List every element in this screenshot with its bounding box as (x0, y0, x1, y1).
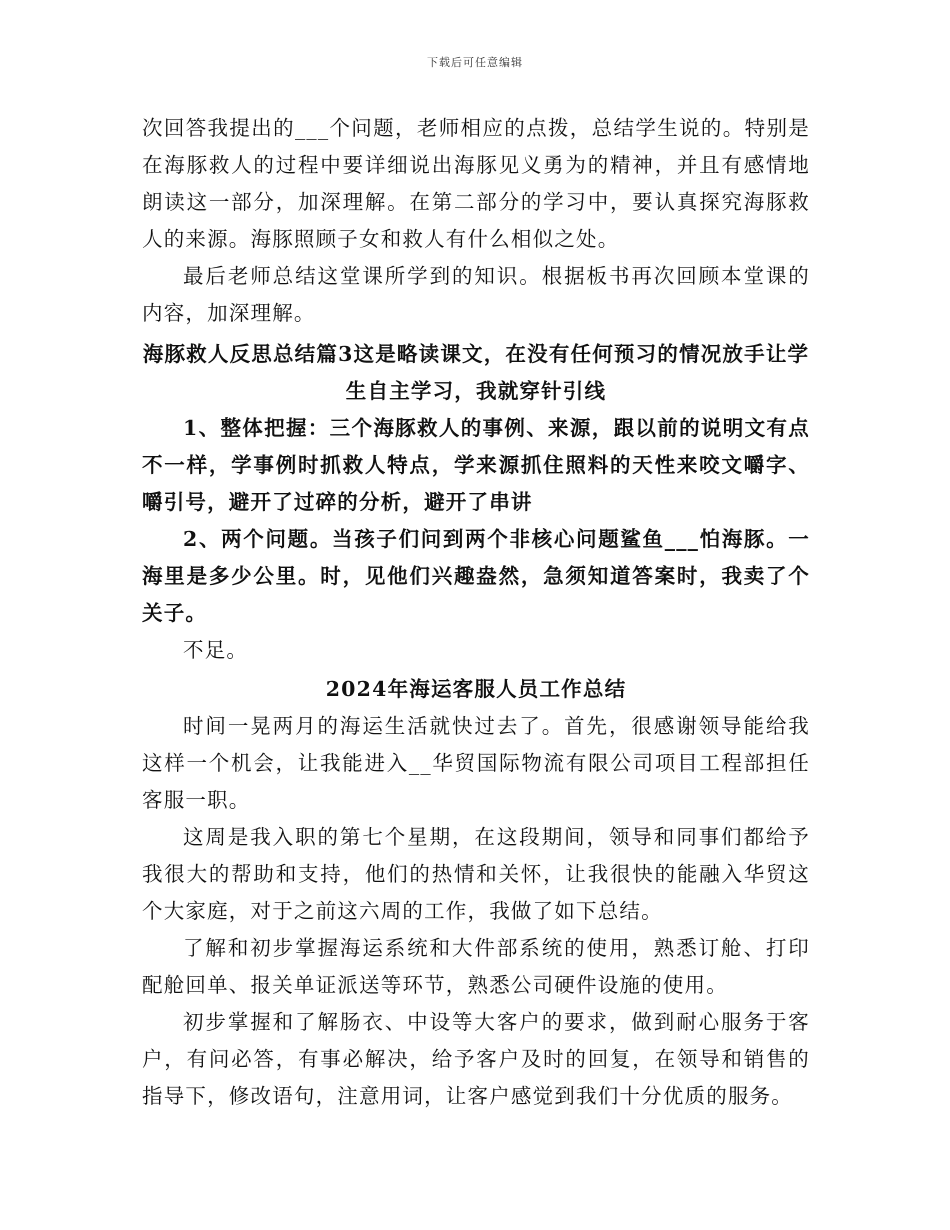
paragraph-2: 最后老师总结这堂课所学到的知识。根据板书再次回顾本堂课的内容，加深理解。 (142, 264, 810, 325)
paragraph-4: 2、两个问题。当孩子们问到两个非核心问题鲨鱼___怕海豚。一海里是多少公里。时，见他们兴趣盎然，急须知道答案时，我卖了个关子。 (142, 527, 810, 625)
paragraph-8: 了解和初步掌握海运系统和大件部系统的使用，熟悉订舱、打印配舱回单、报关单证派送等环节，熟悉公司硬件设施的使用。 (142, 936, 810, 997)
document-body (142, 110, 810, 1115)
section-heading-summary: 2024年海运客服人员工作总结 (325, 677, 627, 701)
paragraph-5: 不足。 (183, 638, 249, 662)
paragraph-9: 初步掌握和了解肠衣、中设等大客户的要求，做到耐心服务于客户，有问必答，有事必解决，给予客户及时的回复，在领导和销售的指导下，修改语句，注意用词，让客户感觉到我们十分优质的服务。 (142, 1010, 810, 1108)
section-heading-reflection: 海豚救人反思总结篇3这是略读课文，在没有任何预习的情况放手让学生自主学习，我就穿针引线 (142, 342, 810, 403)
page-header: 下载后可任意编辑 (427, 56, 523, 69)
paragraph-7: 这周是我入职的第七个星期，在这段期间，领导和同事们都给予我很大的帮助和支持，他们的热情和关怀，让我很快的能融入华贸这个大家庭，对于之前这六周的工作，我做了如下总结。 (142, 825, 810, 923)
paragraph-6: 时间一晃两月的海运生活就快过去了。首先，很感谢领导能给我这样一个机会，让我能进入__华贸国际物流有限公司项目工程部担任客服一职。 (142, 714, 810, 812)
paragraph-3: 1、整体把握：三个海豚救人的事例、来源，跟以前的说明文有点不一样，学事例时抓救人特点，学来源抓住照料的天性来咬文嚼字、嚼引号，避开了过碎的分析，避开了串讲 (142, 416, 810, 514)
paragraph-1: 次回答我提出的___个问题，老师相应的点拨，总结学生说的。特别是在海豚救人的过程中要详细说出海豚见义勇为的精神，并且有感情地朗读这一部分，加深理解。在第二部分的学习中，要认真探究海豚救人的来源。海豚照顾子女和救人有什么相似之处。 (142, 116, 810, 251)
